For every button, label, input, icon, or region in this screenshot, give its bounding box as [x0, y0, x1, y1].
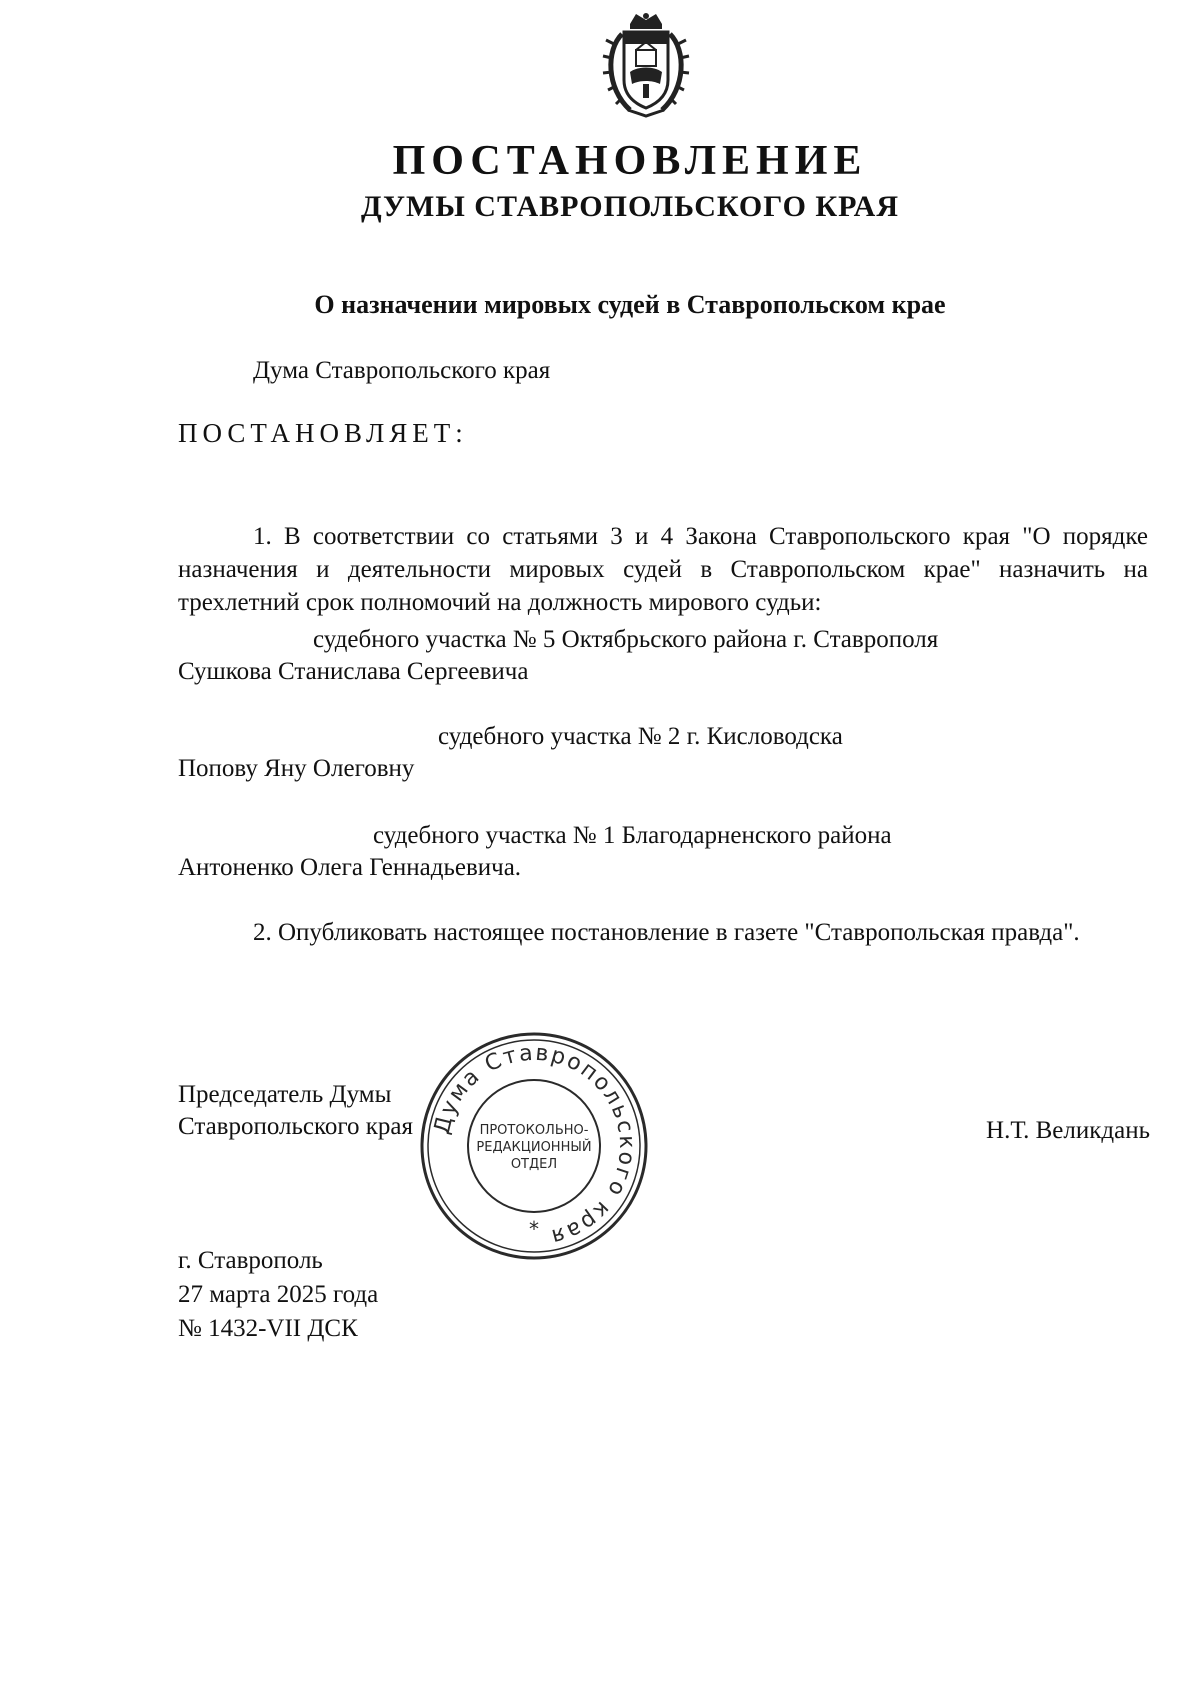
- document-city: г. Ставрополь: [178, 1247, 323, 1274]
- coat-of-arms-emblem: [600, 10, 692, 122]
- appointment-3-name: Антоненко Олега Геннадьевича.: [178, 854, 522, 881]
- document-issuer: ДУМЫ СТАВРОПОЛЬСКОГО КРАЯ: [360, 190, 899, 223]
- resolves-heading: ПОСТАНОВЛЯЕТ:: [178, 418, 468, 448]
- stamp-inner-line1: ПРОТОКОЛЬНО-: [479, 1123, 589, 1138]
- stamp-inner-line2: РЕДАКЦИОННЫЙ: [476, 1140, 592, 1155]
- stamp-star: *: [529, 1217, 539, 1241]
- appointment-2-name: Попову Яну Олеговну: [178, 755, 415, 782]
- document-number: № 1432-VII ДСК: [178, 1315, 358, 1342]
- appointment-1-district: судебного участка № 5 Октябрьского района г. Ставрополя: [313, 626, 939, 653]
- item-1-paragraph: 1. В соответствии со статьями 3 и 4 Закона Ставропольского края "О порядке назначения и деятельности мировых судей в Ставропольском крае" назначить на трехлетний срок полномочий на должность мирового судьи:: [178, 523, 1148, 616]
- signatory-name: Н.Т. Великдань: [986, 1117, 1150, 1144]
- appointment-2-district: судебного участка № 2 г. Кисловодска: [438, 723, 843, 750]
- stamp-inner-line3: ОТДЕЛ: [510, 1157, 558, 1172]
- document-date: 27 марта 2025 года: [178, 1281, 379, 1308]
- appointment-3-district: судебного участка № 1 Благодарненского района: [373, 822, 892, 849]
- official-stamp: [418, 1030, 650, 1262]
- appointment-1-name: Сушкова Станислава Сергеевича: [178, 658, 529, 685]
- stamp-ring-text: Дума Ставропольского края: [429, 1040, 640, 1250]
- preamble-text: Дума Ставропольского края: [253, 357, 551, 384]
- document-title: ПОСТАНОВЛЕНИЕ: [392, 138, 868, 184]
- document-subject: О назначении мировых судей в Ставропольском крае: [314, 290, 946, 319]
- signatory-position-line2: Ставропольского края: [178, 1113, 413, 1140]
- item-2-paragraph: 2. Опубликовать настоящее постановление в газете "Ставропольская правда".: [253, 919, 1080, 946]
- signatory-position-line1: Председатель Думы: [178, 1081, 392, 1108]
